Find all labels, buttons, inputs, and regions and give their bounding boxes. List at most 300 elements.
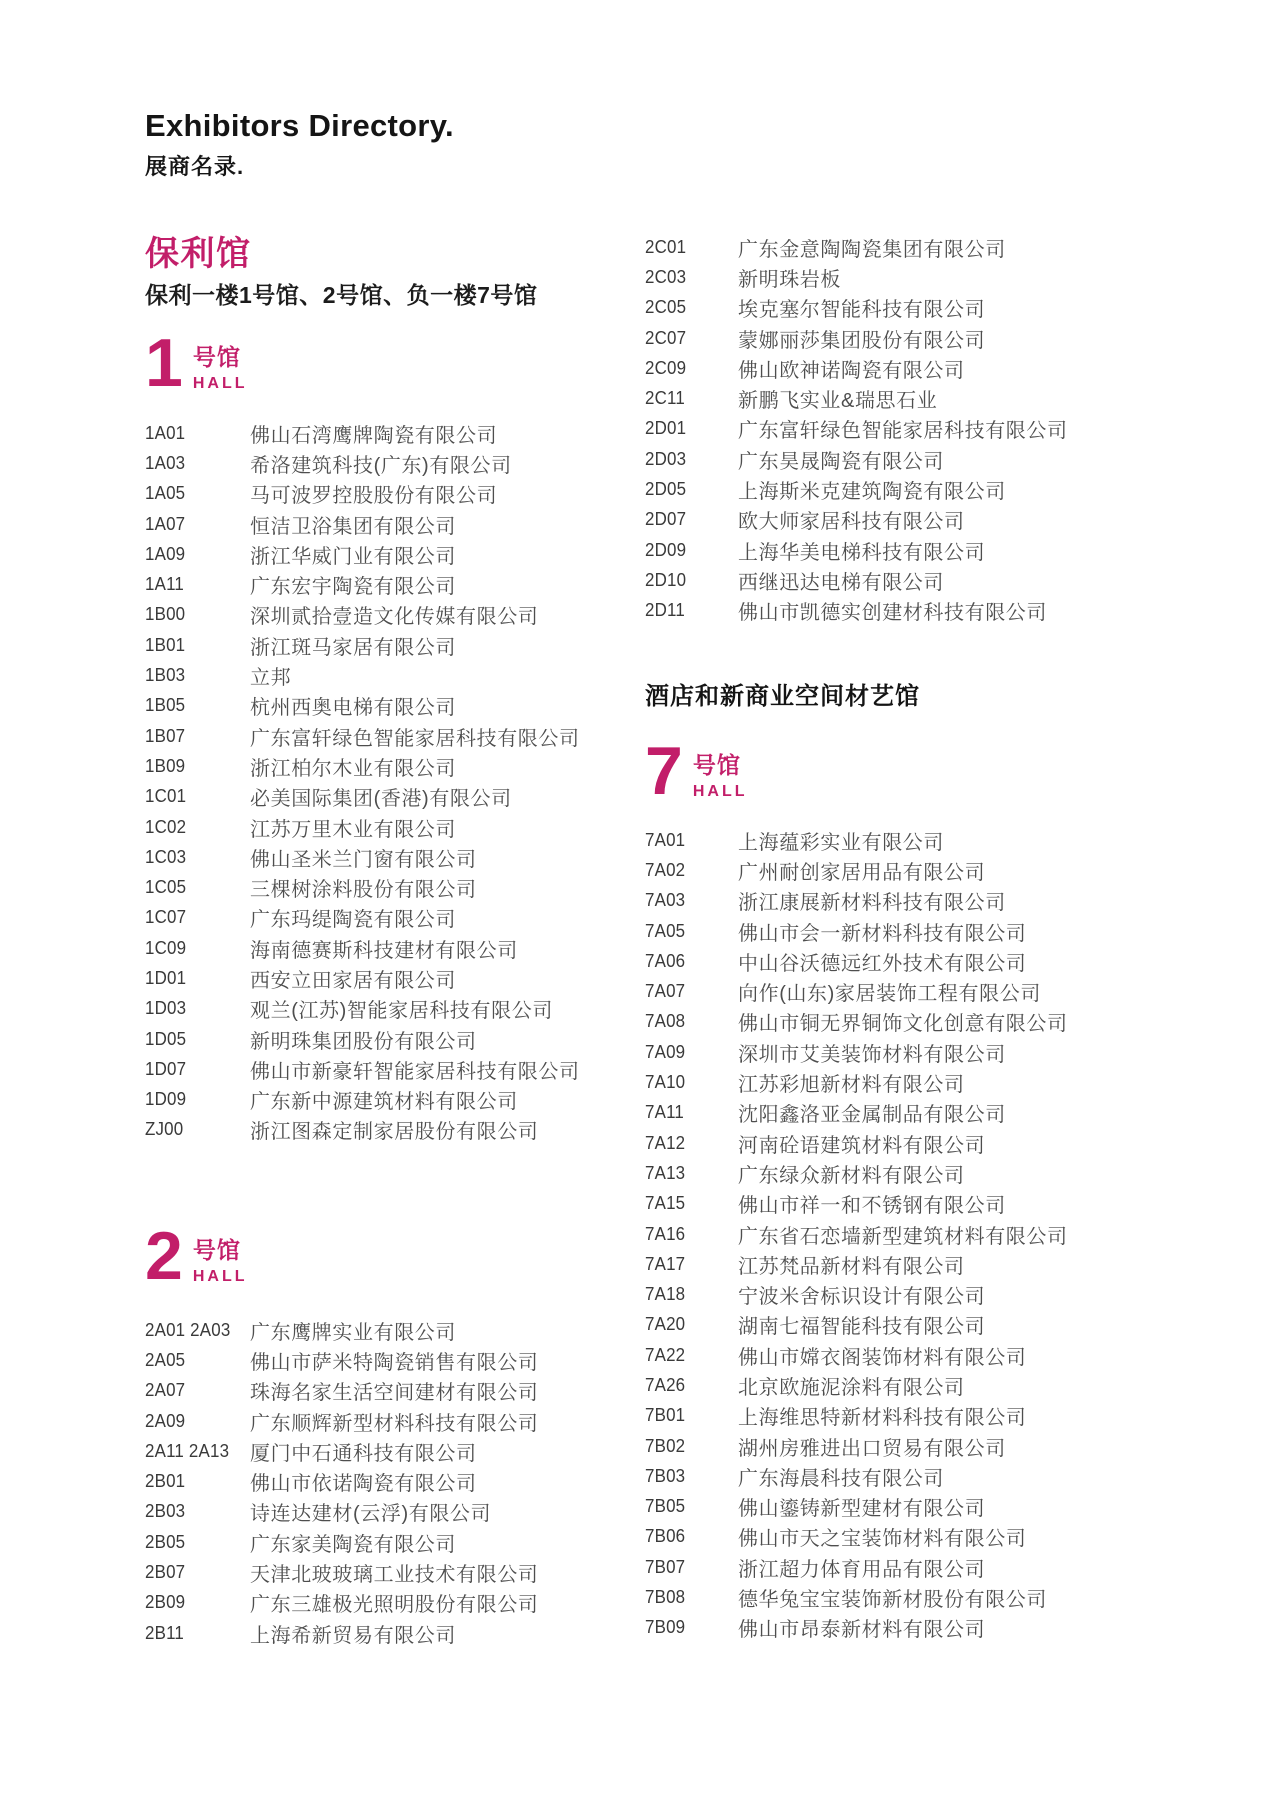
company-name: 广东富轩绿色智能家居科技有限公司	[250, 727, 580, 750]
exhibitor-row	[645, 353, 1225, 383]
booth-code	[645, 509, 738, 530]
company-name: 浙江华威门业有限公司	[250, 545, 456, 568]
company-name: 佛山市昂泰新材料有限公司	[738, 1619, 986, 1642]
booth-code	[145, 756, 250, 777]
company-name: 厦门中石通科技有限公司	[250, 1442, 477, 1465]
booth-code	[645, 237, 738, 258]
booth-code	[645, 1345, 738, 1366]
company-name: 广东昊晟陶瓷有限公司	[738, 450, 944, 473]
exhibitor-row	[145, 479, 635, 509]
hotel-section-header: 酒店和新商业空间材艺馆	[645, 683, 920, 710]
company-name: 上海蕴彩实业有限公司	[738, 831, 944, 854]
hall7-exhibitor-list	[645, 825, 1225, 1643]
company-name: 宁波米舍标识设计有限公司	[738, 1286, 986, 1309]
booth-code	[645, 540, 738, 561]
booth-code-text: 1C07	[145, 907, 187, 928]
company-name: 浙江康展新材料科技有限公司	[738, 892, 1006, 915]
company-name: 珠海名家生活空间建材有限公司	[250, 1382, 539, 1405]
booth-code	[645, 1375, 738, 1396]
company-name: 佛山市会一新材料科技有限公司	[738, 922, 1027, 945]
exhibitor-row	[645, 1492, 1225, 1522]
exhibitor-row	[145, 842, 635, 872]
booth-code-text: 2B11	[145, 1622, 185, 1643]
booth-code-text: 2B07	[145, 1562, 186, 1583]
company-name: 北京欧施泥涂料有限公司	[738, 1376, 965, 1399]
exhibitor-row	[645, 1219, 1225, 1249]
company-name: 广东富轩绿色智能家居科技有限公司	[738, 420, 1068, 443]
exhibitor-row	[145, 539, 635, 569]
exhibitor-row	[145, 691, 635, 721]
company-name: 上海斯米克建筑陶瓷有限公司	[738, 481, 1006, 504]
booth-code	[645, 1557, 738, 1578]
booth-code	[145, 695, 250, 716]
company-name: 佛山市祥一和不锈钢有限公司	[738, 1195, 1006, 1218]
exhibitor-row	[645, 262, 1225, 292]
company-name: 新明珠岩板	[738, 268, 841, 291]
booth-code-text: 1B00	[145, 604, 186, 625]
hall1-heading	[145, 325, 248, 401]
booth-code-text: 2C01	[645, 236, 687, 257]
hall2-exhibitor-list	[145, 1315, 635, 1648]
exhibitor-row	[645, 383, 1225, 413]
company-name: 佛山石湾鹰牌陶瓷有限公司	[250, 424, 498, 447]
company-name: 佛山市嫦衣阁装饰材料有限公司	[738, 1346, 1027, 1369]
booth-code-text: 1D05	[145, 1028, 187, 1049]
company-name: 诗连达建材(云浮)有限公司	[250, 1503, 492, 1526]
company-name: 江苏万里木业有限公司	[250, 818, 456, 841]
venue-subtitle: 保利一楼1号馆、2号馆、负一楼7号馆	[145, 282, 538, 308]
booth-code	[145, 1592, 250, 1613]
company-name: 广东玛缇陶瓷有限公司	[250, 909, 456, 932]
booth-code	[145, 453, 250, 474]
booth-code-text: 7A22	[645, 1344, 686, 1365]
exhibitor-row	[145, 963, 635, 993]
booth-code-text: 2C05	[645, 297, 687, 318]
venue-name: 保利馆	[145, 235, 252, 273]
exhibitor-row	[145, 782, 635, 812]
booth-code-text: 2B01	[145, 1471, 186, 1492]
company-name: 广东鹰牌实业有限公司	[250, 1321, 456, 1344]
booth-code-text: 1B07	[145, 725, 186, 746]
hall2-number: 2	[145, 1218, 183, 1294]
company-name: 天津北玻玻璃工业技术有限公司	[250, 1564, 539, 1587]
booth-code	[145, 1320, 250, 1341]
company-name: 广东三雄极光照明股份有限公司	[250, 1594, 539, 1617]
booth-code	[145, 907, 250, 928]
company-name: 深圳市艾美装饰材料有限公司	[738, 1043, 1006, 1066]
booth-code-text: 7A10	[645, 1072, 686, 1093]
booth-code	[145, 786, 250, 807]
company-name: 新鹏飞实业&瑞思石业	[738, 390, 938, 413]
booth-code-text: 2D01	[645, 418, 687, 439]
exhibitor-row	[645, 232, 1225, 262]
company-name: 广东家美陶瓷有限公司	[250, 1533, 456, 1556]
booth-code	[145, 877, 250, 898]
exhibitor-row	[145, 569, 635, 599]
company-name: 立邦	[250, 667, 292, 690]
exhibitor-row	[145, 630, 635, 660]
booth-code-text: 7B02	[645, 1435, 686, 1456]
booth-code-text: 7A09	[645, 1041, 686, 1062]
booth-code	[645, 1193, 738, 1214]
exhibitor-row	[645, 1158, 1225, 1188]
booth-code	[645, 1102, 738, 1123]
booth-code	[645, 1163, 738, 1184]
booth-code	[645, 358, 738, 379]
booth-code-text: 7B03	[645, 1465, 686, 1486]
booth-code	[645, 388, 738, 409]
page-title: Exhibitors Directory.	[145, 108, 454, 143]
company-name: 广东新中源建筑材料有限公司	[250, 1091, 518, 1114]
booth-code	[645, 1072, 738, 1093]
booth-code	[645, 1314, 738, 1335]
company-name: 欧大师家居科技有限公司	[738, 511, 965, 534]
exhibitor-row	[645, 474, 1225, 504]
exhibitor-row	[145, 903, 635, 933]
booth-code-text: 1D07	[145, 1058, 187, 1079]
company-name: 埃克塞尔智能科技有限公司	[738, 299, 986, 322]
company-name: 上海维思特新材料科技有限公司	[738, 1407, 1027, 1430]
company-name: 浙江图森定制家居股份有限公司	[250, 1121, 539, 1144]
company-name: 上海华美电梯科技有限公司	[738, 541, 986, 564]
booth-code-text: 1B01	[145, 634, 186, 655]
booth-code	[645, 1436, 738, 1457]
exhibitor-row	[645, 1370, 1225, 1400]
booth-code-text: 1D01	[145, 967, 187, 988]
booth-code-text: 7A16	[645, 1223, 686, 1244]
exhibitor-row	[645, 825, 1225, 855]
exhibitor-row	[145, 418, 635, 448]
company-name: 恒洁卫浴集团有限公司	[250, 515, 456, 538]
booth-code-text: 1A01	[145, 422, 186, 443]
hall7-hall-label: HALL	[692, 783, 748, 800]
exhibitor-row	[645, 505, 1225, 535]
booth-code-text: 2D07	[645, 509, 687, 530]
booth-code-text: 7A17	[645, 1253, 686, 1274]
booth-code-text: 7A18	[645, 1284, 686, 1305]
booth-code	[645, 1254, 738, 1275]
exhibitor-row	[645, 1128, 1225, 1158]
hall7-heading	[645, 733, 748, 809]
exhibitor-row	[645, 1067, 1225, 1097]
exhibitor-row	[145, 1497, 635, 1527]
company-name: 马可波罗控股股份有限公司	[250, 485, 498, 508]
booth-code-text: 7A12	[645, 1132, 686, 1153]
company-name: 江苏梵品新材料有限公司	[738, 1255, 965, 1278]
hall1-unit-label: 号馆	[192, 344, 241, 370]
exhibitor-row	[645, 1310, 1225, 1340]
company-name: 三棵树涂料股份有限公司	[250, 879, 477, 902]
booth-code-text: 7B08	[645, 1587, 686, 1608]
booth-code	[145, 1350, 250, 1371]
exhibitor-row	[145, 660, 635, 690]
company-name: 深圳贰拾壹造文化传媒有限公司	[250, 606, 539, 629]
booth-code-text: 1A07	[145, 513, 186, 534]
company-name: 蒙娜丽莎集团股份有限公司	[738, 329, 986, 352]
company-name: 佛山市凯德实创建材科技有限公司	[738, 602, 1047, 625]
company-name: 观兰(江苏)智能家居科技有限公司	[250, 1000, 553, 1023]
booth-code-text: 1B05	[145, 695, 186, 716]
company-name: 佛山市依诺陶瓷有限公司	[250, 1473, 477, 1496]
company-name: 广东海晨科技有限公司	[738, 1467, 944, 1490]
exhibitor-row	[145, 1024, 635, 1054]
exhibitor-row	[145, 1315, 635, 1345]
booth-code	[145, 1623, 250, 1644]
hall7-number: 7	[645, 733, 683, 809]
booth-code	[645, 1133, 738, 1154]
hall2-hall-label: HALL	[192, 1268, 248, 1285]
company-name: 江苏彩旭新材料有限公司	[738, 1074, 965, 1097]
booth-code-text: 1A09	[145, 543, 186, 564]
booth-code-text: 1C03	[145, 846, 187, 867]
booth-code-text: 1D09	[145, 1089, 187, 1110]
exhibitor-row	[645, 886, 1225, 916]
booth-code-text: 1A11	[145, 574, 185, 595]
exhibitor-row	[145, 721, 635, 751]
exhibitor-row	[645, 293, 1225, 323]
exhibitor-row	[645, 916, 1225, 946]
hall1-number: 1	[145, 325, 183, 401]
booth-code-text: 2A11 2A13	[145, 1440, 230, 1461]
booth-code	[145, 847, 250, 868]
exhibitor-row	[145, 1054, 635, 1084]
company-name: 向作(山东)家居装饰工程有限公司	[738, 983, 1041, 1006]
booth-code-text: 7B07	[645, 1556, 686, 1577]
company-name: 佛山鎏铸新型建材有限公司	[738, 1498, 986, 1521]
company-name: 湖南七福智能科技有限公司	[738, 1316, 986, 1339]
booth-code-text: 7A20	[645, 1314, 686, 1335]
booth-code	[145, 544, 250, 565]
exhibitor-row	[145, 751, 635, 781]
booth-code	[645, 449, 738, 470]
exhibitor-row	[645, 1461, 1225, 1491]
exhibitor-row	[645, 1582, 1225, 1612]
booth-code-text: 2D10	[645, 569, 687, 590]
company-name: 广东金意陶陶瓷集团有限公司	[738, 238, 1006, 261]
booth-code	[645, 890, 738, 911]
hall7-sub	[693, 740, 748, 801]
hall1-exhibitor-list	[145, 418, 635, 1145]
booth-code	[145, 483, 250, 504]
company-name: 浙江柏尔木业有限公司	[250, 757, 456, 780]
exhibitor-row	[145, 448, 635, 478]
booth-code	[645, 1617, 738, 1638]
company-name: 广东顺辉新型材料科技有限公司	[250, 1412, 539, 1435]
booth-code-text: 7A06	[645, 950, 686, 971]
booth-code	[145, 1089, 250, 1110]
company-name: 中山谷沃德远红外技术有限公司	[738, 952, 1027, 975]
booth-code	[645, 1466, 738, 1487]
exhibitor-row	[145, 994, 635, 1024]
company-name: 广东绿众新材料有限公司	[738, 1164, 965, 1187]
booth-code	[145, 1411, 250, 1432]
booth-code-text: 1C02	[145, 816, 187, 837]
booth-code-text: 7A07	[645, 981, 686, 1002]
exhibitor-row	[145, 1406, 635, 1436]
exhibitor-row	[145, 509, 635, 539]
hall1-sub	[193, 332, 248, 393]
booth-code	[145, 1441, 250, 1462]
hall2-unit-label: 号馆	[192, 1237, 241, 1263]
booth-code	[145, 1059, 250, 1080]
booth-code	[145, 514, 250, 535]
booth-code-text: 2B09	[145, 1592, 186, 1613]
exhibitor-row	[145, 1588, 635, 1618]
booth-code	[145, 1471, 250, 1492]
exhibitor-row	[645, 1007, 1225, 1037]
booth-code	[145, 938, 250, 959]
exhibitor-row	[145, 1557, 635, 1587]
exhibitor-row	[645, 1613, 1225, 1643]
exhibitor-row	[145, 1115, 635, 1145]
exhibitor-row	[145, 1618, 635, 1648]
booth-code	[645, 1042, 738, 1063]
company-name: 佛山市天之宝装饰材料有限公司	[738, 1528, 1027, 1551]
company-name: 佛山市萨米特陶瓷销售有限公司	[250, 1351, 539, 1374]
booth-code	[145, 1562, 250, 1583]
company-name: 西安立田家居有限公司	[250, 969, 456, 992]
company-name: 广东宏宇陶瓷有限公司	[250, 576, 456, 599]
booth-code	[645, 267, 738, 288]
booth-code	[145, 1029, 250, 1050]
exhibitor-row	[645, 1431, 1225, 1461]
exhibitor-row	[645, 1401, 1225, 1431]
booth-code-text: 2C11	[645, 388, 685, 409]
booth-code-text: 2C03	[645, 266, 687, 287]
booth-code-text: 2D11	[645, 600, 685, 621]
booth-code-text: 7A11	[645, 1102, 685, 1123]
booth-code-text: 2B03	[145, 1501, 186, 1522]
booth-code-text: 2C09	[645, 357, 687, 378]
booth-code	[145, 665, 250, 686]
booth-code	[145, 1119, 250, 1140]
booth-code	[645, 1224, 738, 1245]
exhibitor-row	[145, 1466, 635, 1496]
company-name: 佛山欧神诺陶瓷有限公司	[738, 359, 965, 382]
exhibitor-row	[645, 596, 1225, 626]
booth-code-text: 7A01	[645, 829, 686, 850]
booth-code	[645, 1526, 738, 1547]
exhibitor-row	[645, 323, 1225, 353]
exhibitor-row	[645, 1340, 1225, 1370]
booth-code	[145, 1532, 250, 1553]
booth-code-text: 2A01 2A03	[145, 1319, 231, 1340]
booth-code-text: 7A05	[645, 920, 686, 941]
booth-code	[645, 479, 738, 500]
exhibitor-row	[645, 946, 1225, 976]
exhibitor-row	[645, 1552, 1225, 1582]
exhibitor-row	[645, 444, 1225, 474]
booth-code-text: 2A05	[145, 1349, 186, 1370]
booth-code	[645, 1284, 738, 1305]
booth-code	[645, 981, 738, 1002]
booth-code-text: 1A05	[145, 483, 186, 504]
booth-code-text: 7A08	[645, 1011, 686, 1032]
company-name: 广州耐创家居用品有限公司	[738, 861, 986, 884]
company-name: 浙江斑马家居有限公司	[250, 636, 456, 659]
hall7-unit-label: 号馆	[692, 752, 741, 778]
booth-code-text: 2D03	[645, 448, 687, 469]
exhibitor-row	[645, 855, 1225, 885]
company-name: 海南德赛斯科技建材有限公司	[250, 939, 518, 962]
booth-code-text: 7A13	[645, 1162, 686, 1183]
exhibitor-row	[645, 414, 1225, 444]
booth-code-text: 1B03	[145, 665, 186, 686]
company-name: 新明珠集团股份有限公司	[250, 1030, 477, 1053]
booth-code	[645, 1011, 738, 1032]
booth-code-text: 2D09	[645, 539, 687, 560]
booth-code	[145, 968, 250, 989]
booth-code-text: 2A07	[145, 1380, 186, 1401]
hall2-heading	[145, 1218, 248, 1294]
booth-code	[145, 604, 250, 625]
exhibitor-row	[645, 976, 1225, 1006]
exhibitor-row	[145, 872, 635, 902]
company-name: 佛山圣米兰门窗有限公司	[250, 848, 477, 871]
exhibitor-row	[145, 1436, 635, 1466]
exhibitor-row	[145, 600, 635, 630]
booth-code	[145, 1501, 250, 1522]
booth-code-text: ZJ00	[145, 1119, 184, 1140]
booth-code	[645, 297, 738, 318]
exhibitor-row	[645, 1279, 1225, 1309]
exhibitor-row	[645, 535, 1225, 565]
company-name: 沈阳鑫洛亚金属制品有限公司	[738, 1104, 1006, 1127]
booth-code-text: 7B09	[645, 1617, 686, 1638]
booth-code	[145, 998, 250, 1019]
booth-code-text: 2B05	[145, 1531, 186, 1552]
exhibitor-row	[645, 1037, 1225, 1067]
booth-code-text: 2D05	[645, 479, 687, 500]
booth-code	[145, 726, 250, 747]
booth-code	[645, 860, 738, 881]
booth-code-text: 2C07	[645, 327, 687, 348]
booth-code	[645, 418, 738, 439]
booth-code-text: 1C09	[145, 937, 187, 958]
page-title-cn: 展商名录.	[145, 154, 245, 179]
company-name: 河南砼语建筑材料有限公司	[738, 1134, 986, 1157]
exhibitor-row	[645, 1098, 1225, 1128]
company-name: 佛山市新豪轩智能家居科技有限公司	[250, 1060, 580, 1083]
exhibitor-row	[145, 812, 635, 842]
booth-code-text: 1A03	[145, 452, 186, 473]
exhibitor-row	[645, 1249, 1225, 1279]
booth-code	[645, 328, 738, 349]
hall1-hall-label: HALL	[192, 375, 248, 392]
exhibitor-row	[145, 1527, 635, 1557]
booth-code-text: 7A03	[645, 890, 686, 911]
booth-code-text: 7B01	[645, 1405, 686, 1426]
company-name: 德华兔宝宝装饰新材股份有限公司	[738, 1589, 1047, 1612]
company-name: 浙江超力体育用品有限公司	[738, 1558, 986, 1581]
booth-code	[645, 1587, 738, 1608]
exhibitor-row	[145, 933, 635, 963]
booth-code	[145, 1380, 250, 1401]
booth-code	[645, 830, 738, 851]
booth-code-text: 7B06	[645, 1526, 686, 1547]
exhibitor-row	[645, 1189, 1225, 1219]
booth-code	[145, 817, 250, 838]
booth-code	[645, 570, 738, 591]
booth-code-text: 7A26	[645, 1374, 686, 1395]
booth-code	[645, 921, 738, 942]
booth-code	[645, 1405, 738, 1426]
exhibitor-row	[145, 1085, 635, 1115]
company-name: 佛山市铜无界铜饰文化创意有限公司	[738, 1013, 1068, 1036]
company-name: 希洛建筑科技(广东)有限公司	[250, 454, 512, 477]
exhibitor-row	[645, 565, 1225, 595]
booth-code-text: 1D03	[145, 998, 187, 1019]
